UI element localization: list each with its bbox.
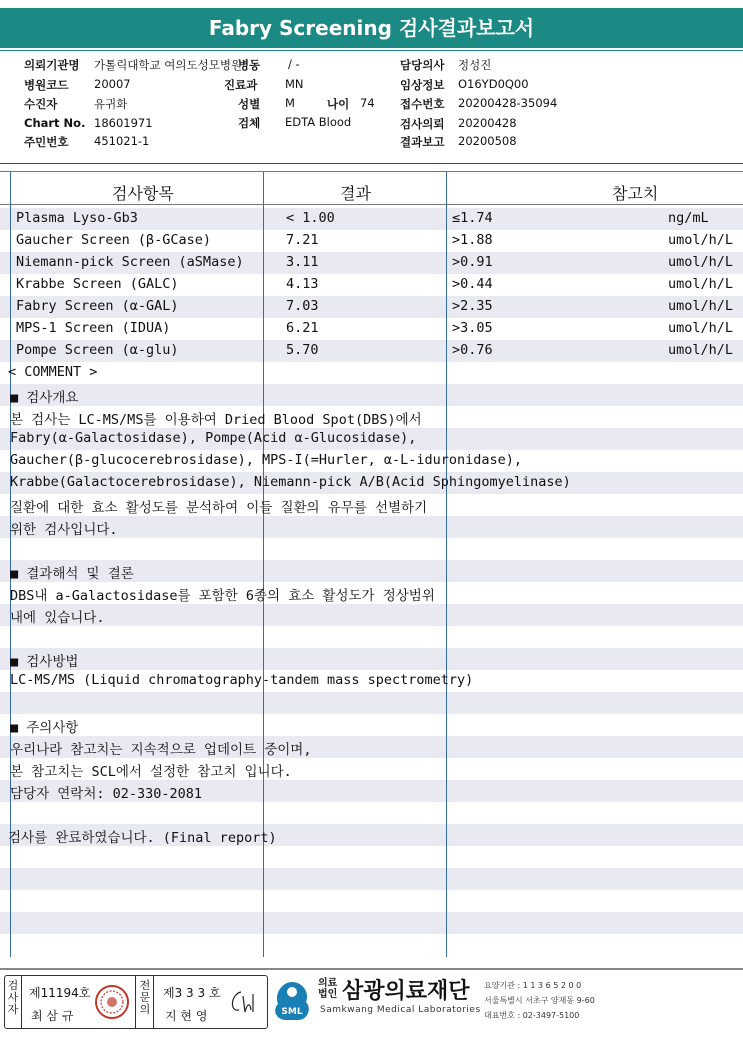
test-reference: >1.88 — [452, 232, 493, 248]
tester-label: 검사자 — [7, 979, 19, 1016]
org-address: 서울특별시 서초구 양재동 9-60 — [484, 996, 595, 1005]
test-unit: umol/h/L — [668, 276, 734, 292]
test-name: Plasma Lyso-Gb3 — [16, 210, 138, 226]
footer-divider — [0, 968, 743, 970]
org-english-name: Samkwang Medical Laboratories — [320, 1005, 481, 1015]
org-code: 요양기관 : 1 1 3 6 5 2 0 0 — [484, 981, 582, 990]
tester-name: 최 삼 규 — [31, 1009, 74, 1023]
age-label: 나이 — [327, 97, 350, 111]
specialist-name: 지 현 영 — [165, 1009, 208, 1023]
test-reference: >2.35 — [452, 298, 493, 314]
id-label: 주민번호 — [24, 135, 69, 149]
specimen-value: EDTA Blood — [285, 115, 352, 129]
test-name: MPS-1 Screen (IDUA) — [16, 320, 171, 336]
logo-text: SML — [281, 1007, 303, 1017]
test-name: Krabbe Screen (GALC) — [16, 276, 179, 292]
test-unit: umol/h/L — [668, 232, 734, 248]
header-reference: 참고치 — [612, 184, 659, 203]
test-name: Pompe Screen (α-glu) — [16, 342, 179, 358]
sml-logo-icon — [270, 978, 314, 1024]
table-header — [0, 178, 743, 205]
report-value: 20200508 — [458, 134, 517, 148]
test-result: 4.13 — [286, 276, 319, 292]
section-title-notes: ■ 주의사항 — [10, 720, 79, 736]
comment-line: DBS내 a-Galactosidase를 포함한 6종의 효소 활성도가 정상범위 — [10, 588, 435, 604]
test-name: Gaucher Screen (β-GCase) — [16, 232, 212, 248]
comment-header: < COMMENT > — [8, 364, 98, 380]
comment-line: 우리나라 참고치는 지속적으로 업데이트 중이며, — [10, 742, 312, 758]
id-value: 451021-1 — [94, 134, 150, 148]
comment-line: LC-MS/MS (Liquid chromatography-tandem mass spectrometry) — [10, 672, 474, 688]
test-result: 3.11 — [286, 254, 319, 270]
table-top-divider — [0, 171, 743, 172]
signature-icon — [223, 984, 259, 1020]
header-item: 검사항목 — [112, 184, 174, 203]
clinical-value: O16YD0Q00 — [458, 77, 529, 91]
specialist-license: 제3 3 3 호 — [163, 986, 221, 1000]
report-title: Fabry Screening 검사결과보고서 — [0, 8, 743, 48]
request-label: 검사의뢰 — [400, 117, 445, 131]
test-unit: ng/mL — [668, 210, 709, 226]
grid-line — [446, 172, 447, 957]
test-reference: >0.44 — [452, 276, 493, 292]
header-result: 결과 — [340, 184, 371, 203]
test-unit: umol/h/L — [668, 298, 734, 314]
receipt-label: 접수번호 — [400, 97, 445, 111]
test-result: < 1.00 — [286, 210, 335, 226]
comment-line: Gaucher(β-glucocerebrosidase), MPS-I(=Hurler, α-L-iduronidase), — [10, 452, 523, 468]
org-phone: 대표번호 : 02-3497-5100 — [484, 1011, 580, 1020]
header-divider — [0, 163, 743, 164]
dept-label: 진료과 — [224, 78, 258, 92]
test-reference: >0.76 — [452, 342, 493, 358]
request-value: 20200428 — [458, 116, 517, 130]
comment-line: Fabry(α-Galactosidase), Pompe(Acid α-Glucosidase), — [10, 430, 417, 446]
test-result: 7.21 — [286, 232, 319, 248]
section-title-overview: ■ 검사개요 — [10, 390, 79, 406]
doctor-label: 담당의사 — [400, 58, 445, 72]
specialist-label: 전문의 — [139, 979, 151, 1016]
seal-icon — [93, 983, 131, 1021]
test-result: 6.21 — [286, 320, 319, 336]
clinical-label: 임상정보 — [400, 78, 445, 92]
patient-label: 수진자 — [24, 97, 58, 111]
comment-line: 본 참고치는 SCL에서 설정한 참고치 입니다. — [10, 764, 292, 780]
final-report-text: 검사를 완료하였습니다. (Final report) — [8, 830, 277, 846]
comment-line: 위한 검사입니다. — [10, 522, 118, 538]
hospital-value: 가톨릭대학교 여의도성모병원 — [94, 58, 243, 72]
signature-box — [4, 975, 268, 1029]
org-type: 의료법인 — [318, 978, 338, 1000]
section-title-method: ■ 검사방법 — [10, 654, 79, 670]
receipt-value: 20200428-35094 — [458, 96, 558, 110]
age-value: 74 — [360, 96, 375, 110]
comment-line: Krabbe(Galactocerebrosidase), Niemann-pick A/B(Acid Sphingomyelinase) — [10, 474, 571, 490]
patient-value: 유귀화 — [94, 97, 128, 111]
sex-label: 성별 — [238, 97, 261, 111]
tester-license: 제11194호 — [29, 986, 91, 1000]
ward-label: 병동 — [238, 58, 261, 72]
comment-line: 본 검사는 LC-MS/MS를 이용하여 Dried Blood Spot(DBS)에서 — [10, 412, 422, 428]
dept-value: MN — [285, 77, 304, 91]
sex-value: M — [285, 96, 295, 110]
test-reference: ≤1.74 — [452, 210, 493, 226]
test-unit: umol/h/L — [668, 342, 734, 358]
test-name: Niemann-pick Screen (aSMase) — [16, 254, 244, 270]
doctor-value: 정성진 — [458, 58, 492, 72]
test-unit: umol/h/L — [668, 320, 734, 336]
comment-line: 질환에 대한 효소 활성도를 분석하여 이들 질환의 유무를 선별하기 — [10, 500, 428, 516]
test-reference: >3.05 — [452, 320, 493, 336]
chart-label: Chart No. — [24, 116, 86, 130]
hospital-label: 의뢰기관명 — [24, 58, 80, 72]
chart-value: 18601971 — [94, 116, 153, 130]
comment-line: 내에 있습니다. — [10, 610, 105, 626]
title-divider — [0, 50, 743, 51]
section-title-interpretation: ■ 결과해석 및 결론 — [10, 566, 134, 582]
ward-value: / - — [288, 57, 300, 71]
comment-line: 담당자 연락처: 02-330-2081 — [10, 786, 203, 802]
code-value: 20007 — [94, 77, 131, 91]
specimen-label: 검체 — [238, 116, 261, 130]
org-name: 삼광의료재단 — [342, 979, 470, 1004]
test-result: 7.03 — [286, 298, 319, 314]
test-name: Fabry Screen (α-GAL) — [16, 298, 179, 314]
test-unit: umol/h/L — [668, 254, 734, 270]
test-result: 5.70 — [286, 342, 319, 358]
test-reference: >0.91 — [452, 254, 493, 270]
report-label: 결과보고 — [400, 135, 445, 149]
code-label: 병원코드 — [24, 78, 69, 92]
